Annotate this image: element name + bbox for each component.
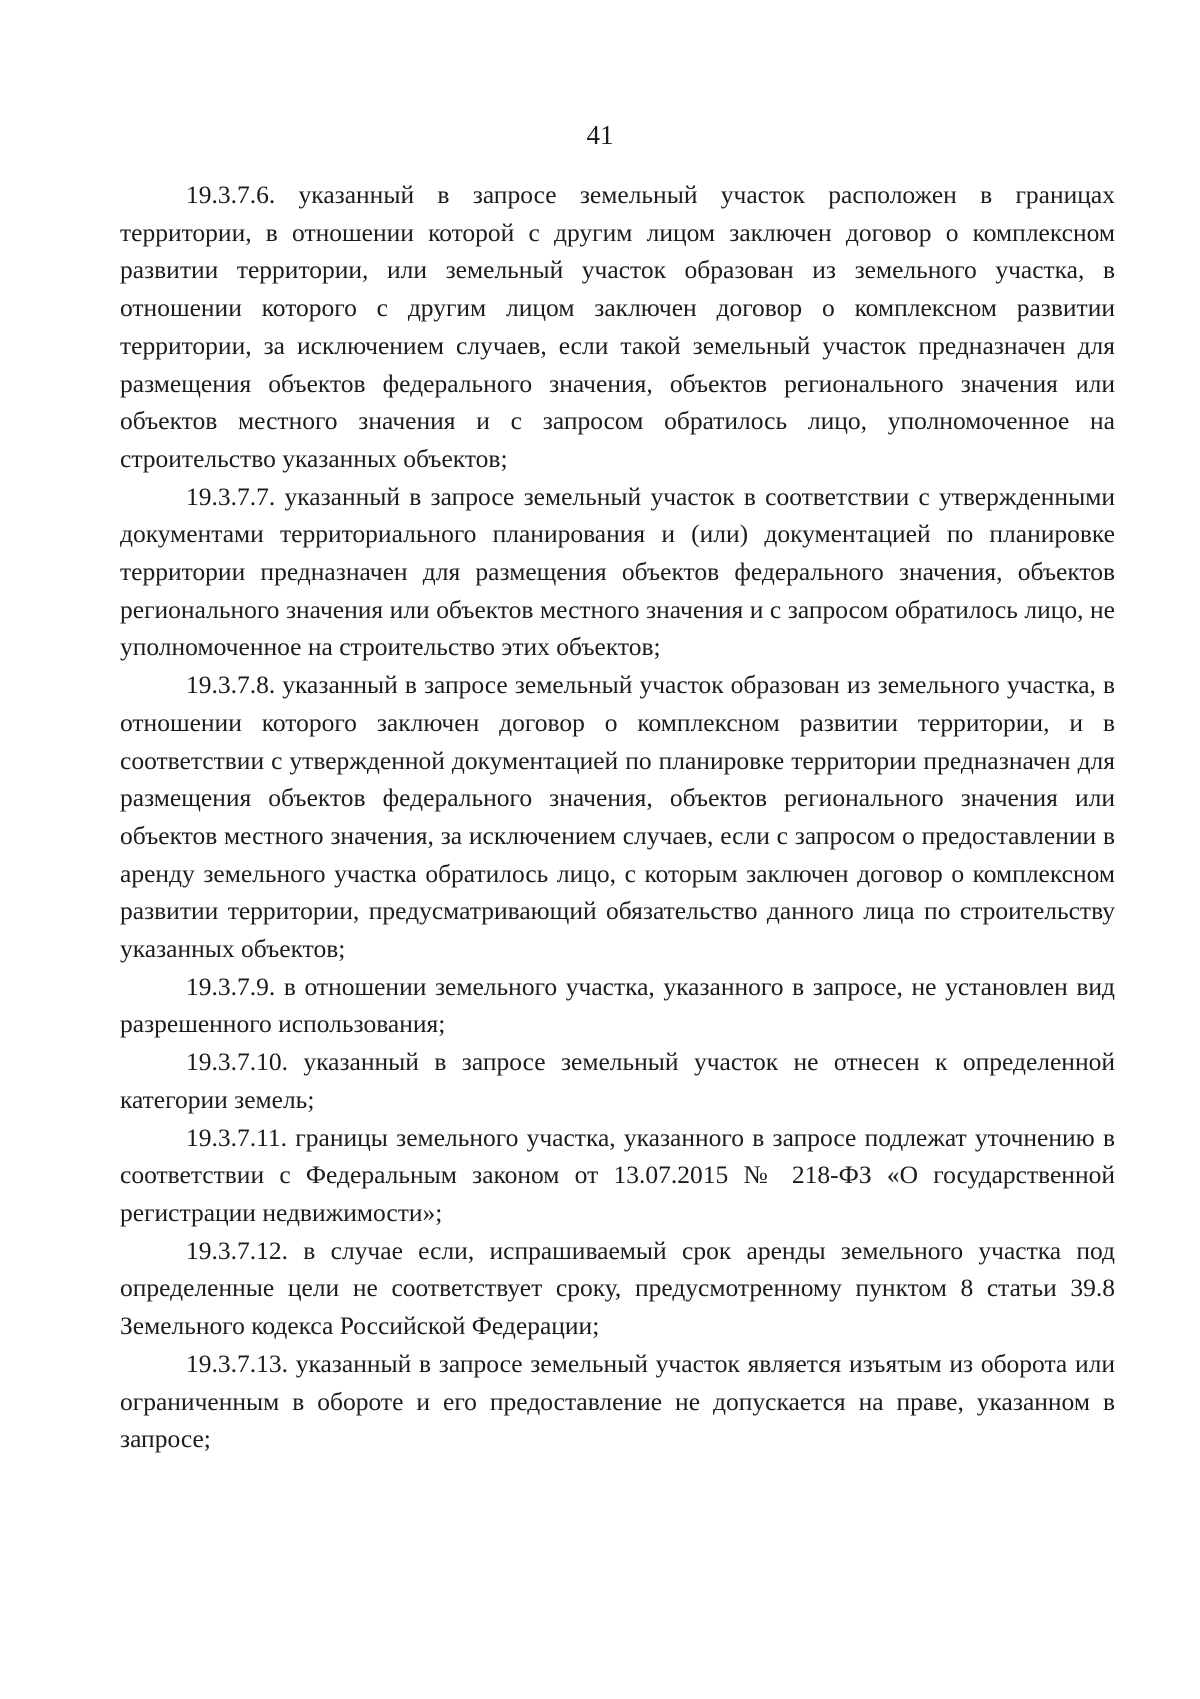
paragraph-19-3-7-9: 19.3.7.9. в отношении земельного участка, указанного в запросе, не установлен вид разрешенного использования; — [120, 971, 1115, 1039]
paragraph-19-3-7-8: 19.3.7.8. указанный в запросе земельный участок образован из земельного участка, в отношении которого заключен договор о комплексном развитии территории, и в соответствии с утвержденной документацией по планировке территории предназначен для размещения объектов федерального значения, объектов регионального значения или объектов местного значения, за исключением случаев, если с запросом о предоставлении в аренду земельного участка обратилось лицо, с которым заключен договор о комплексном развитии территории, предусматривающий обязательство данного лица по строительству указанных объектов; — [120, 670, 1115, 964]
paragraph-19-3-7-13: 19.3.7.13. указанный в запросе земельный участок является изъятым из оборота или ограниченным в обороте и его предоставление не допускается на праве, указанном в запросе; — [120, 1348, 1115, 1454]
paragraph-19-3-7-12: 19.3.7.12. в случае если, испрашиваемый срок аренды земельного участка под определенные цели не соответствует сроку, предусмотренному пунктом 8 статьи 39.8 Земельного кодекса Российской Федерации; — [120, 1235, 1115, 1341]
document-body — [120, 176, 1115, 1458]
paragraph-19-3-7-10: 19.3.7.10. указанный в запросе земельный участок не отнесен к определенной категории земель; — [120, 1047, 1115, 1114]
paragraph-19-3-7-7: 19.3.7.7. указанный в запросе земельный участок в соответствии с утвержденными документами территориального планирования и (или) документацией по планировке территории предназначен для размещения объектов федерального значения, объектов регионального значения или объектов местного значения и с запросом обратилось лицо, не уполномоченное на строительство этих объектов; — [120, 481, 1115, 662]
paragraph-19-3-7-11: 19.3.7.11. границы земельного участка, указанного в запросе подлежат уточнению в соответствии с Федеральным законом от 13.07.2015 № 218-ФЗ «О государственной регистрации недвижимости»; — [120, 1122, 1115, 1227]
page-number: 41 — [586, 120, 614, 150]
paragraph-19-3-7-6: 19.3.7.6. указанный в запросе земельный участок расположен в границах территории, в отношении которой с другим лицом заключен договор о комплексном развитии территории, или земельный участок образован из земельного участка, в отношении которого с другим лицом заключен договор о комплексном развитии территории, за исключением случаев, если такой земельный участок предназначен для размещения объектов федерального значения, объектов регионального значения или объектов местного значения и с запросом обратилось лицо, уполномоченное на строительство указанных объектов; — [120, 180, 1115, 473]
